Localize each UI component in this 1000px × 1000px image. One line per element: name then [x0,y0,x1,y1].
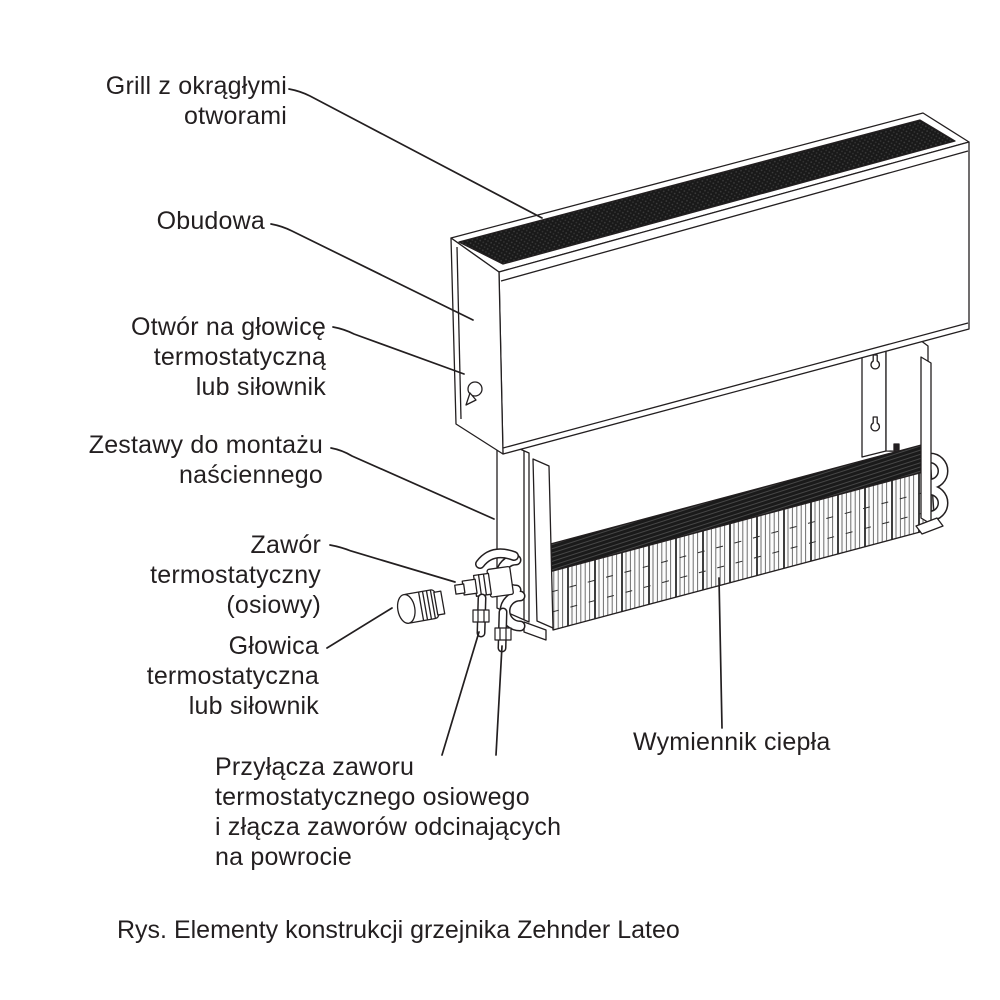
thermostatic-head [395,588,445,624]
label-line: termostatyczny [150,561,321,589]
stub-nut [473,610,489,622]
label-line: (osiowy) [226,591,321,619]
label-line: Zestawy do montażu [88,431,323,459]
label-line: otworami [183,102,287,130]
label-line: Głowica [228,632,319,660]
label-line: na powrocie [215,843,353,871]
label-line: lub siłownik [188,692,319,720]
label-line: Obudowa [156,207,265,235]
leader-przylacza-1 [442,632,479,755]
label-wymiennik-ciepla [633,727,831,757]
bracket-clip-mark [894,444,899,450]
label-przylacza-zaworu [215,752,561,872]
leader-otwor [333,327,464,374]
label-line: naściennego [179,461,323,489]
leader-grill [289,89,542,218]
figure-caption: Rys. Elementy konstrukcji grzejnika Zehnder Lateo [117,916,680,944]
label-obudowa [157,206,265,236]
exchanger-end-plate [533,459,553,628]
leader-wymiennik [719,578,722,728]
label-zestawy-montazowe [89,430,323,490]
return-bend-pipe [930,458,943,484]
leader-zestawy [331,448,494,519]
label-line: Otwór na głowicę [131,313,326,341]
label-line: Przyłącza zaworu [215,753,415,781]
label-line: termostatyczna [146,662,319,690]
label-otwor-na-glowice [131,312,326,402]
label-line: Wymiennik ciepła [633,728,831,756]
label-line: termostatyczną [153,343,326,371]
label-glowica-termostatyczna [147,631,319,721]
label-line: i złącza zaworów odcinających [215,813,562,841]
stub-nut [495,628,511,640]
end-plate-foot [524,622,546,640]
label-line: Zawór [250,531,321,559]
leader-zawor [330,545,455,582]
leader-przylacza-2 [496,646,502,755]
label-line: lub siłownik [195,373,326,401]
label-line: Grill z okrągłymi [105,72,287,100]
label-zawor-termostatyczny [150,530,321,620]
leader-obudowa [271,224,473,320]
leader-glowica [327,608,392,648]
bracket-front-strip [921,357,931,524]
heat-exchanger [543,444,935,630]
label-line: termostatycznego osiowego [215,783,530,811]
label-grill [106,71,287,131]
valve-assembly [453,553,520,648]
